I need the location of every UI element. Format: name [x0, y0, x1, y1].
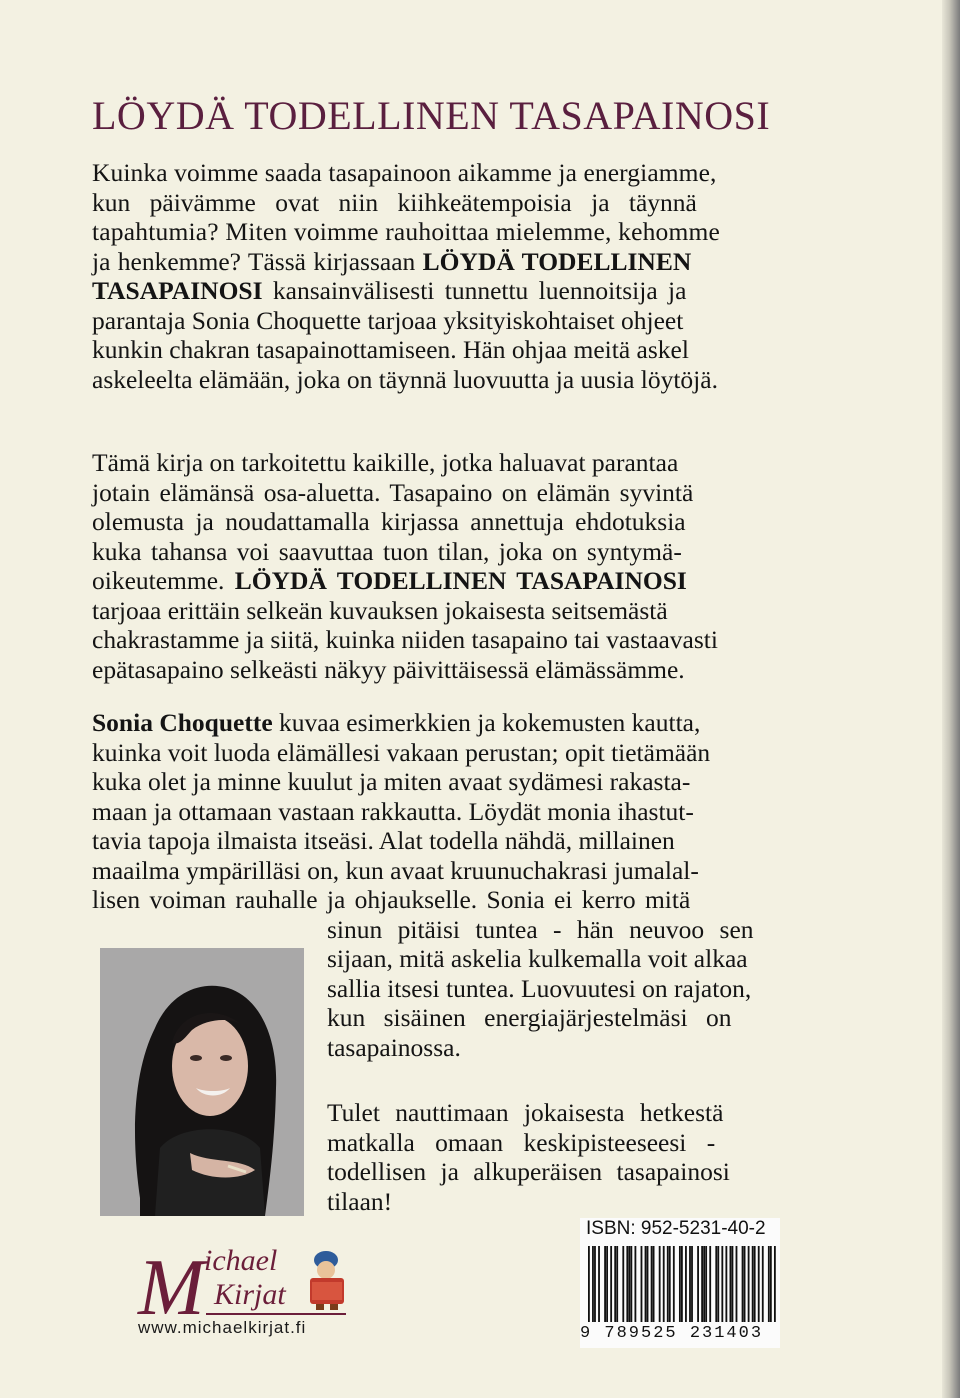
barcode-bar — [598, 1246, 600, 1322]
barcode-bar — [647, 1246, 649, 1322]
barcode-bar — [610, 1246, 612, 1322]
barcode-bar — [736, 1246, 738, 1322]
description-paragraph-3: Sonia Choquette kuvaa esimerkkien ja kokemusten kautta, kuinka voit luoda elämällesi vakaan perustan; opit tietämään kuka olet ja minne kuulut ja miten avaat sydämesi rakasta- maan ja ottamaan vastaan rakkautta. Löydät monia ihastut- tavia tapoja ilmaista itseäsi. Alat todella nähdä, millainen maailma ympärilläsi on, kun avaat kruunuchakrasi jumalal- lisen voiman rauhalle ja ohjaukselle. Sonia ei kerro mitä sinun pitäisi tuntea - hän neuvoo sen sijaan, mitä askelia kulkemalla voit alkaa sallia itsesi tuntea. Luovuutesi on rajaton, kun sisäinen energiajärjestelmäsi on tasapainossa. — [92, 708, 754, 1062]
barcode-bar — [663, 1246, 665, 1322]
barcode-bar — [667, 1246, 669, 1322]
author-photo — [100, 948, 304, 1216]
logo-word-ichael: ichael — [204, 1244, 278, 1277]
barcode-bar — [754, 1246, 756, 1322]
barcode-bar — [770, 1246, 772, 1322]
barcode-bar — [626, 1246, 628, 1322]
barcode-label — [580, 1218, 780, 1348]
barcode-bar — [616, 1246, 618, 1322]
barcode-bar — [709, 1246, 711, 1322]
barcode-bar — [604, 1246, 606, 1322]
inline-title-bold: LÖYDÄ TODELLINEN — [422, 246, 692, 276]
barcode-bar — [748, 1246, 750, 1322]
reading-figure-icon — [310, 1251, 344, 1310]
barcode-bar — [681, 1246, 683, 1322]
barcode-bar — [730, 1246, 732, 1322]
barcode-bar — [685, 1246, 687, 1322]
description-paragraph-4: Tulet nauttimaan jokaisesta hetkestä matkalla omaan keskipisteeseesi - todellisen ja alkuperäisen tasapainosi tilaan! — [327, 1098, 730, 1216]
barcode-bar — [758, 1246, 760, 1322]
publisher-website[interactable]: www.michaelkirjat.fi — [138, 1318, 307, 1337]
barcode-bar — [645, 1246, 647, 1322]
barcode-bar — [732, 1246, 734, 1322]
author-name-bold: Sonia Choquette — [92, 708, 273, 737]
barcode-bar — [762, 1246, 764, 1322]
barcode-bar — [673, 1246, 675, 1322]
barcode-digits: 9 789525 231403 — [580, 1324, 764, 1343]
barcode-bar — [744, 1246, 746, 1322]
author-portrait-image — [100, 948, 304, 1216]
description-paragraph-1: Kuinka voimme saada tasapainoon aikamme ja energiamme, kun päivämme ovat niin kiihkeätempoisia ja täynnä tapahtumia? Miten voimme rauhoittaa mielemme, kehomme ja henkemme? Tässä kirjassaan LÖYDÄ TODELLINEN TASAPAINOSI kansainvälisesti tunnettu luennoitsija ja parantaja Sonia Choquette tarjoaa yksityiskohtaiset ohjeet kunkin chakran tasapainottamiseen. Hän ohjaa meitä askel askeleelta elämään, joka on täynnä luovuutta ja uusia löytöjä. — [92, 158, 721, 394]
barcode-bar — [651, 1246, 653, 1322]
barcode-bar — [628, 1246, 630, 1322]
barcode-bar — [715, 1246, 717, 1322]
barcode-bar — [641, 1246, 643, 1322]
barcode-bar — [742, 1246, 744, 1322]
barcode-bar — [606, 1246, 608, 1322]
barcode-bar — [703, 1246, 705, 1322]
barcode-bar — [588, 1246, 590, 1322]
book-title: LÖYDÄ TODELLINEN TASAPAINOSI — [92, 93, 771, 138]
barcode-bar — [725, 1246, 727, 1322]
barcode-bar — [679, 1246, 681, 1322]
barcode-bar — [594, 1246, 596, 1322]
barcode-image — [588, 1246, 776, 1322]
barcode-bar — [697, 1246, 699, 1322]
isbn-text: ISBN: 952-5231-40-2 — [586, 1218, 766, 1239]
barcode-bar — [614, 1246, 616, 1322]
inline-title-bold: LÖYDÄ TODELLINEN TASAPAINOSI — [234, 566, 687, 595]
cover-edge — [942, 0, 960, 1398]
barcode-bar — [752, 1246, 754, 1322]
barcode-bar — [701, 1246, 703, 1322]
barcode-bar — [689, 1246, 691, 1322]
barcode-bar — [669, 1246, 671, 1322]
barcode-bar — [768, 1246, 770, 1322]
inline-title-bold: TASAPAINOSI — [92, 276, 263, 305]
barcode-bar — [717, 1246, 719, 1322]
barcode-bar — [705, 1246, 707, 1322]
barcode-bar — [653, 1246, 655, 1322]
barcode-bar — [774, 1246, 776, 1322]
barcode-bar — [634, 1246, 636, 1322]
logo-word-kirjat: Kirjat — [214, 1278, 286, 1311]
barcode-bar — [630, 1246, 632, 1322]
barcode-bar — [659, 1246, 661, 1322]
barcode-bar — [721, 1246, 723, 1322]
barcode-bar — [622, 1246, 624, 1322]
barcode-bar — [691, 1246, 693, 1322]
barcode-bar — [592, 1246, 594, 1322]
description-paragraph-2: Tämä kirja on tarkoitettu kaikille, jotka haluavat parantaa jotain elämänsä osa-aluetta. Tasapaino on elämän syvintä olemusta ja noudattamalla kirjassa annettuja ehdotuksia kuka tahansa voi saavuttaa tuon tilan, joka on syntymä- oikeutemme. LÖYDÄ TODELLINEN TASAPAINOSI tarjoaa erittäin selkeän kuvauksen jokaisesta seitsemästä chakrastamme ja siitä, kuinka niiden tasapaino tai vastaavasti epätasapaino selkeästi näkyy päivittäisessä elämässämme. — [92, 448, 718, 684]
logo-letter-m: M — [138, 1244, 205, 1332]
